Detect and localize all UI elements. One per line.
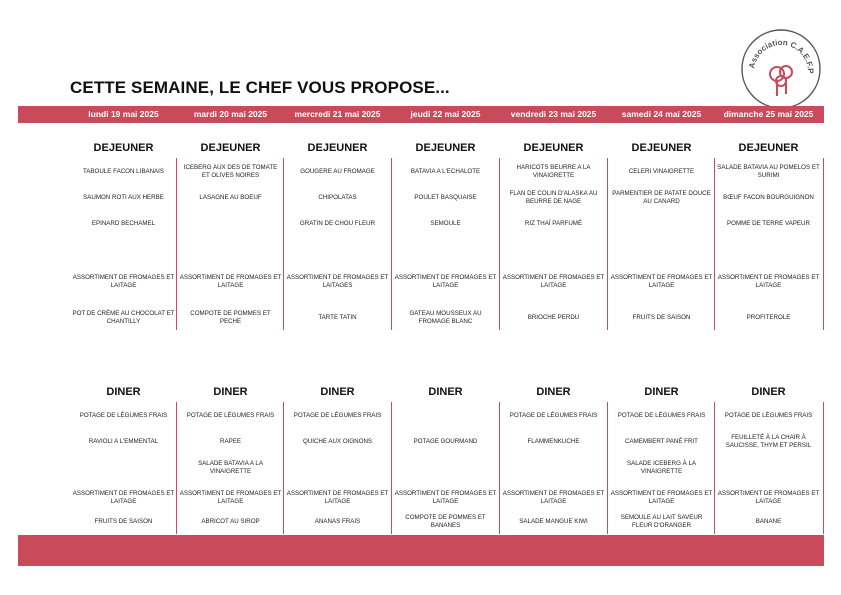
lunch-heading: DEJEUNER bbox=[738, 142, 799, 154]
lunch-menu-item: ASSORTIMENT DE FROMAGES ET LAITAGE bbox=[72, 273, 175, 289]
column-divider bbox=[823, 402, 824, 534]
day-label: lundi 19 mai 2025 bbox=[88, 109, 159, 119]
lunch-menu-item: FRUITS DE SAISON bbox=[632, 313, 691, 321]
dinner-menu-item: ANANAS FRAIS bbox=[314, 517, 361, 525]
association-logo bbox=[740, 28, 822, 110]
dinner-menu-item: POTAGE DE LÉGUMES FRAIS bbox=[293, 411, 382, 419]
lunch-menu-item: HARICOTS BEURRE A LA VINAIGRETTE bbox=[516, 163, 591, 179]
dinner-heading: DINER bbox=[644, 386, 679, 398]
column-divider bbox=[176, 158, 177, 330]
dinner-menu-item bbox=[715, 456, 822, 480]
column-divider bbox=[499, 402, 500, 534]
day-label: jeudi 22 mai 2025 bbox=[410, 109, 481, 119]
dinner-menu-item: SALADE ICEBERG À LA VINAIGRETTE bbox=[626, 459, 697, 475]
svg-text:Association C.A.E.F.P.A: Association C.A.E.F.P bbox=[747, 37, 816, 73]
dinner-menu-item: FLAMMENKUCHE bbox=[527, 437, 580, 445]
dinner-menu-item: ABRICOT AU SIROP bbox=[201, 517, 260, 525]
column-divider bbox=[714, 402, 715, 534]
dinner-menu-item bbox=[70, 456, 177, 480]
lunch-menu-item: ICEBERG AUX DES DE TOMATE ET OLIVES NOIRES bbox=[183, 163, 278, 179]
lunch-menu-item: POT DE CRÈME AU CHOCOLAT ET CHANTILLY bbox=[72, 309, 175, 325]
lunch-menu-item: PARMENTIER DE PATATE DOUCE AU CANARD bbox=[612, 189, 711, 205]
lunch-menu-item: PROFITEROLE bbox=[746, 313, 791, 321]
dinner-menu-item: POTAGE DE LÉGUMES FRAIS bbox=[617, 411, 706, 419]
days-header-bar bbox=[18, 106, 824, 123]
dinner-heading: DINER bbox=[320, 386, 355, 398]
lunch-menu-item: GATEAU MOUSSEUX AU FROMAGE BLANC bbox=[409, 309, 482, 325]
lunch-menu-item: FLAN DE COLIN D'ALASKA AU BEURRE DE NAGE bbox=[509, 189, 598, 205]
dinner-heading: DINER bbox=[106, 386, 141, 398]
dinner-menu-item bbox=[392, 456, 499, 480]
dinner-heading: DINER bbox=[751, 386, 786, 398]
lunch-menu-item: SALADE BATAVIA AU POMELOS ET SURIMI bbox=[717, 163, 820, 179]
lunch-menu-item: BRIOCHE PERDU bbox=[527, 313, 580, 321]
page-title: CETTE SEMAINE, LE CHEF VOUS PROPOSE... bbox=[70, 78, 450, 97]
dinner-menu-item: SALADE BATAVIA A LA VINAIGRETTE bbox=[198, 459, 263, 475]
lunch-heading: DEJEUNER bbox=[631, 142, 692, 154]
day-label: samedi 24 mai 2025 bbox=[621, 109, 702, 119]
lunch-menu-item bbox=[608, 212, 715, 236]
day-label: dimanche 25 mai 2025 bbox=[723, 109, 814, 119]
column-divider bbox=[391, 158, 392, 330]
lunch-menu-item bbox=[177, 212, 284, 236]
lunch-menu-item: POULET BASQUAISE bbox=[414, 193, 477, 201]
lunch-menu-item: ASSORTIMENT DE FROMAGES ET LAITAGE bbox=[394, 273, 497, 289]
lunch-menu-item: TARTE TATIN bbox=[318, 313, 357, 321]
column-divider bbox=[499, 158, 500, 330]
column-divider bbox=[391, 402, 392, 534]
lunch-heading: DEJEUNER bbox=[93, 142, 154, 154]
lunch-menu-item: BŒUF FACON BOURGUIGNON bbox=[723, 193, 814, 201]
column-divider bbox=[283, 158, 284, 330]
dinner-menu-item: ASSORTIMENT DE FROMAGES ET LAITAGE bbox=[72, 489, 175, 505]
dinner-menu-item bbox=[284, 456, 391, 480]
lunch-heading: DEJEUNER bbox=[415, 142, 476, 154]
column-divider bbox=[714, 158, 715, 330]
dinner-menu-item bbox=[500, 456, 607, 480]
lunch-menu-item: GOUGERE AU FROMAGE bbox=[300, 167, 375, 175]
dinner-menu-item: ASSORTIMENT DE FROMAGES ET LAITAGE bbox=[286, 489, 389, 505]
dinner-menu-item: ASSORTIMENT DE FROMAGES ET LAITAGE bbox=[179, 489, 282, 505]
day-label: vendredi 23 mai 2025 bbox=[510, 109, 597, 119]
lunch-menu-item: LASAGNE AU BOEUF bbox=[199, 193, 262, 201]
column-divider bbox=[283, 402, 284, 534]
lunch-menu-item: ASSORTIMENT DE FROMAGES ET LAITAGES bbox=[286, 273, 389, 289]
lunch-menu-item: SEMOULE bbox=[430, 219, 461, 227]
dinner-menu-item: POTAGE DE LÉGUMES FRAIS bbox=[509, 411, 598, 419]
lunch-menu-item: RIZ THAÏ PARFUMÉ bbox=[524, 219, 583, 227]
dinner-menu-item: ASSORTIMENT DE FROMAGES ET LAITAGE bbox=[717, 489, 820, 505]
lunch-menu-item: POMME DE TERRE VAPEUR bbox=[727, 219, 810, 227]
dinner-heading: DINER bbox=[536, 386, 571, 398]
lunch-menu-item: CELERI VINAIGRETTE bbox=[628, 167, 695, 175]
lunch-menu-item: COMPOTE DE POMMES ET PECHE bbox=[190, 309, 271, 325]
column-divider bbox=[176, 402, 177, 534]
lunch-menu-item: GRATIN DE CHOU FLEUR bbox=[299, 219, 376, 227]
dinner-menu-item: FEUILLETÉ À LA CHAIR À SAUCISSE, THYM ET PERSIL bbox=[725, 433, 812, 449]
lunch-menu-item: BATAVIA A L'ECHALOTE bbox=[410, 167, 481, 175]
lunch-menu-item: ASSORTIMENT DE FROMAGES ET LAITAGE bbox=[717, 273, 820, 289]
lunch-heading: DEJEUNER bbox=[307, 142, 368, 154]
dinner-menu-item bbox=[392, 404, 499, 428]
lunch-menu-item: ASSORTIMENT DE FROMAGES ET LAITAGE bbox=[502, 273, 605, 289]
dinner-menu-item: POTAGE DE LÉGUMES FRAIS bbox=[79, 411, 168, 419]
dinner-menu-item: FRUITS DE SAISON bbox=[94, 517, 153, 525]
dinner-menu-item: POTAGE DE LÉGUMES FRAIS bbox=[186, 411, 275, 419]
dinner-menu-item: SEMOULE AU LAIT SAVEUR FLEUR D'ORANGER bbox=[620, 513, 703, 529]
lunch-menu-item: SAUMON ROTI AUX HERBE bbox=[83, 193, 164, 201]
column-divider bbox=[607, 402, 608, 534]
dinner-menu-item: RAVIOLI A L'EMMENTAL bbox=[88, 437, 159, 445]
dinner-menu-item: ASSORTIMENT DE FROMAGES ET LAITAGE bbox=[502, 489, 605, 505]
dinner-menu-item: SALADE MANGUE KIWI bbox=[519, 517, 588, 525]
dinner-menu-item: CAMEMBERT PANÉ FRIT bbox=[625, 437, 698, 445]
dinner-menu-item: POTAGE DE LÉGUMES FRAIS bbox=[724, 411, 813, 419]
column-divider bbox=[607, 158, 608, 330]
dinner-heading: DINER bbox=[213, 386, 248, 398]
dinner-menu-item: RAPEE bbox=[220, 437, 241, 445]
dinner-menu-item: ASSORTIMENT DE FROMAGES ET LAITAGE bbox=[610, 489, 713, 505]
lunch-menu-item: CHIPOLATAS bbox=[318, 193, 357, 201]
day-label: mercredi 21 mai 2025 bbox=[294, 109, 381, 119]
column-divider bbox=[823, 158, 824, 330]
lunch-heading: DEJEUNER bbox=[200, 142, 261, 154]
lunch-menu-item: EPINARD BECHAMEL bbox=[91, 219, 156, 227]
dinner-menu-item: QUICHE AUX OIGNONS bbox=[302, 437, 373, 445]
dinner-menu-item: POTAGE GOURMAND bbox=[413, 437, 478, 445]
footer-bar bbox=[18, 535, 824, 566]
lunch-menu-item: TABOULE FACON LIBANAIS bbox=[82, 167, 165, 175]
dinner-menu-item: BANANE bbox=[755, 517, 782, 525]
dinner-menu-item: COMPOTE DE POMMES ET BANANES bbox=[405, 513, 486, 529]
lunch-heading: DEJEUNER bbox=[523, 142, 584, 154]
day-label: mardi 20 mai 2025 bbox=[193, 109, 268, 119]
dinner-menu-item: ASSORTIMENT DE FROMAGES ET LAITAGE bbox=[394, 489, 497, 505]
lunch-menu-item: ASSORTIMENT DE FROMAGES ET LAITAGE bbox=[610, 273, 713, 289]
lunch-menu-item: ASSORTIMENT DE FROMAGES ET LAITAGE bbox=[179, 273, 282, 289]
dinner-heading: DINER bbox=[428, 386, 463, 398]
